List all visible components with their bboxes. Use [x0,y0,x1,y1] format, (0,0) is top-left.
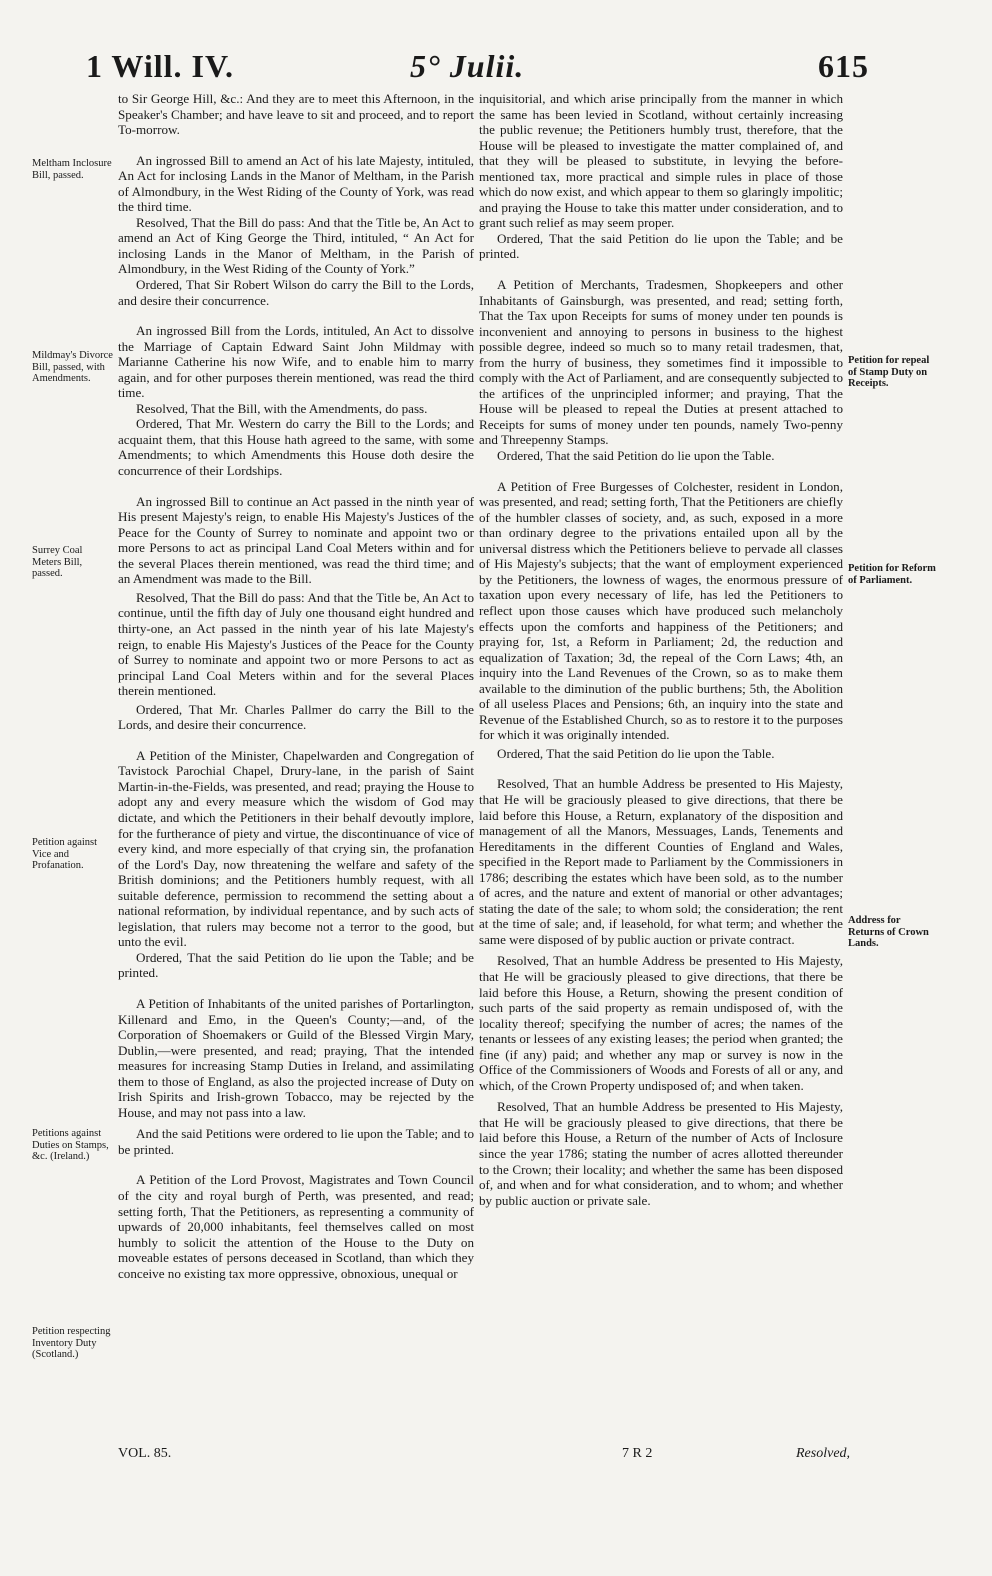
paragraph: to Sir George Hill, &c.: And they are to meet this Afternoon, in the Speaker's Chamber; and have leave to sit and proceed, and to report To-morrow. [118,91,474,138]
paragraph: inquisitorial, and which arise principally from the manner in which the same has been levied in Scotland, without certainly increasing the public revenue; the Petitioners humbly trust, therefore, that the House will be pleased to investigate the matter complained of, and that they will be pleased to substitute, in levying the before-mentioned tax, more practical and simple rules in place of those which do now exist, and which appear to them so glaringly impolitic; and praying the House to take this matter under consideration, and to grant such relief as may seem proper. [479,91,843,231]
margin-note: Mildmay's Divorce Bill, passed, with Amendments. [32,350,113,384]
paragraph: Resolved, That an humble Address be presented to His Majesty, that He will be graciously pleased to give directions, that there be laid before this House, a Return, showing the present condition of such parts of the said property as remain undisposed of, with the locality thereof; specifying the number of acres; the names of the tenants or lessees of any existing leases; the period when granted; the fine (if any) paid; and whether any map or survey is now in the Office of the Commissioners of Woods and Forests of all or any, and which, of the Crown Property undisposed of; and when taken. [479,953,843,1093]
running-head-date: 5° Julii. [410,48,525,84]
left-column [118,91,474,1281]
paragraph: Resolved, That the Bill, with the Amendments, do pass. [136,400,428,416]
running-head-left: 1 Will. IV. [86,48,234,84]
paragraph: Ordered, That the said Petition do lie upon the Table; and be printed. [118,949,474,981]
paragraph: A Petition of Merchants, Tradesmen, Shopkeepers and other Inhabitants of Gainsburgh, was presented, and read; setting forth, That the Tax upon Receipts for sums of money under ten pounds is inconvenient and annoying to persons in business to the highest possible degree, indeed so much so to many retail tradesmen, that, from the hurry of business, they sometimes find it impossible to comply with the Act of Parliament, and are consequently subjected to the artifices of the unprincipled informer; and praying, That the House will be pleased to repeal the Duties at present attached to Receipts for sums of money under ten pounds, namely Two-penny and Threepenny Stamps. [479,277,843,448]
paragraph: And the said Petitions were ordered to lie upon the Table; and to be printed. [118,1126,474,1157]
margin-note: Petition respecting Inventory Duty (Scotland.) [32,1326,111,1360]
right-column [479,91,843,1208]
paragraph: An ingrossed Bill to amend an Act of his late Majesty, intituled, An Act for inclosing Lands in the Manor of Meltham, in the Parish of Almondbury, in the West Riding of the County of York, was read the third time. [118,152,474,215]
paragraph: Ordered, That Mr. Charles Pallmer do carry the Bill to the Lords, and desire their concurrence. [118,701,474,733]
paragraph: Ordered, That the said Petition do lie upon the Table; and be printed. [479,230,843,262]
paragraph: Ordered, That Mr. Western do carry the Bill to the Lords; and acquaint them, that this House hath agreed to the same, with some Amendments; to which Amendments this House doth desire the concurrence of their Lordships. [118,416,474,479]
paragraph: Ordered, That Sir Robert Wilson do carry the Bill to the Lords, and desire their concurrence. [118,277,474,308]
margin-note: Petitions against Duties on Stamps, &c. (Ireland.) [32,1128,109,1162]
paragraph: Resolved, That the Bill do pass: And that the Title be, An Act to continue, until the fifth day of July one thousand eight hundred and thirty-one, an Act passed in the ninth year of his late Majesty's reign, to enable His Majesty's Justices of the Peace for the County of Surrey to nominate and appoint two or more Persons to act as principal Land Coal Meters within and for the several Places therein mentioned. [118,589,474,699]
paragraph: A Petition of the Minister, Chapelwarden and Congregation of Tavistock Parochial Chapel, Drury-lane, in the parish of Saint Martin-in-the-Fields, was presented, and read; praying the House to adopt any and every measure which the wisdom of God may dictate, and which the Petitioners in their behalf devoutly implore, for the furtherance of piety and virtue, the discontinuance of vice of every kind, and more especially of that crying sin, the profanation of the Lord's Day, now threatening the welfare and safety of the British dominions; and the Petitioners humbly request, with all suitable deference, permission to recommend the setting about a national reformation, by individual repentance, and by such acts of legislation, that rulers may become not a terror to the good, but unto the evil. [118,747,474,950]
margin-note: Address for Returns of Crown Lands. [848,915,929,949]
paragraph: An ingrossed Bill to continue an Act passed in the ninth year of His present Majesty's reign, to enable His Majesty's Justices of the Peace for the County of Surrey to nominate and appoint two or more Persons to act as principal Land Coal Meters within and for the several Places therein mentioned, was read the third time; and an Amendment was made to the Bill. [118,493,474,587]
margin-note: Surrey Coal Meters Bill, passed. [32,545,83,579]
paragraph: Resolved, That an humble Address be presented to His Majesty, that He will be graciously pleased to give directions, that there be laid before this House, a Return of the number of Acts of Inclosure since the year 1786; stating the number of acres allotted thereunder to the Crown; their locality; and whether the same has been disposed of, and when and for what consideration, and to whom; and whether by public auction or private sale. [479,1099,843,1208]
paragraph: Resolved, That the Bill do pass: And that the Title be, An Act to amend an Act of King George the Third, intituled, “ An Act for inclosing Lands in the Manor of Meltham, in the Parish of Almondbury, in the West Riding of the County of York.” [118,214,474,277]
margin-note: Meltham Inclosure Bill, passed. [32,158,112,181]
margin-note: Petition for Reform of Parliament. [848,563,936,586]
paragraph: A Petition of Free Burgesses of Colchester, resident in London, was presented, and read; setting forth, That the Petitioners are chiefly of the humbler classes of society, and, as such, exposed in a more than ordinary degree to the privations entailed upon all by the universal distress which the Petitioners believe to pervade all classes of His Majesty's subjects; that the want of employment experienced by the Petitioners, the lowness of wages, the enormous pressure of taxation upon every necessary of life, has led the Petitioners to reflect upon those causes which have produced such melancholy effects upon the comforts and happiness of the Petitioners; and praying for, 1st, a Reform in Parliament; 2d, the reduction and equalization of Taxation; 3d, the repeal of the Corn Laws; 4th, an inquiry into the Land Revenues of the Crown, so as to make them available to the diminution of the public burthens; 5th, the Abolition of all useless Places and Pensions; 6th, an inquiry into the state and Revenue of the Established Church, so as to restore it to the purposes for which it was originally intended. [479,478,843,743]
page-number: 615 [818,48,869,84]
paragraph: Ordered, That the said Petition do lie upon the Table. [497,745,775,761]
page-header [0,48,992,88]
catchword: Resolved, [796,1446,851,1461]
margin-note: Petition against Vice and Profanation. [32,837,98,871]
paragraph: A Petition of the Lord Provost, Magistrates and Town Council of the city and royal burgh of Perth, was presented, and read; setting forth, That the Petitioners, as representing a community of upwards of 20,000 inhabitants, feel themselves called on most humbly to solicit the attention of the House to the Duty on moveable estates of persons deceased in Scotland, than which they conceive no existing tax more oppressive, obnoxious, unequal or [118,1172,474,1281]
volume-number: VOL. 85. [118,1446,172,1461]
paragraph: A Petition of Inhabitants of the united parishes of Portarlington, Killenard and Emo, in the Queen's County;—and, of the Corporation of Shoemakers or Guild of the Blessed Virgin Mary, Dublin,—were presented, and read; praying, That the intended measures for increasing Stamp Duties in Ireland, and assimilating them to those of England, as also the projected increase of Duty on Irish Spirits and Irish-grown Tobacco, may be rejected by the House, and may not pass into a law. [118,995,474,1120]
paragraph: An ingrossed Bill from the Lords, intituled, An Act to dissolve the Marriage of Captain Edward Saint John Mildmay with Marianne Catherine his now Wife, and to enable him to marry again, and for other purposes therein mentioned, was read the third time. [118,323,474,401]
margin-note: Petition for repeal of Stamp Duty on Receipts. [848,355,930,389]
paragraph: Ordered, That the said Petition do lie upon the Table. [497,448,775,464]
paragraph: Resolved, That an humble Address be presented to His Majesty, that He will be graciously pleased to give directions, that there be laid before this House, a Return, explanatory of the disposition and management of all the Manors, Messuages, Lands, Tenements and Hereditaments in the different Counties of England and Wales, specified in the Report made to Parliament by the Commissioners in 1786; describing the estates which have been sold, as to the number of acres, and the nature and extent of manorial or other advantages; stating the date of the sale; to whom sold; the consideration; the rent at the time of sale; and, if leasehold, for what term; and whether the same were disposed of by public auction or private contract. [479,776,843,947]
signature-mark: 7 R 2 [622,1446,653,1461]
